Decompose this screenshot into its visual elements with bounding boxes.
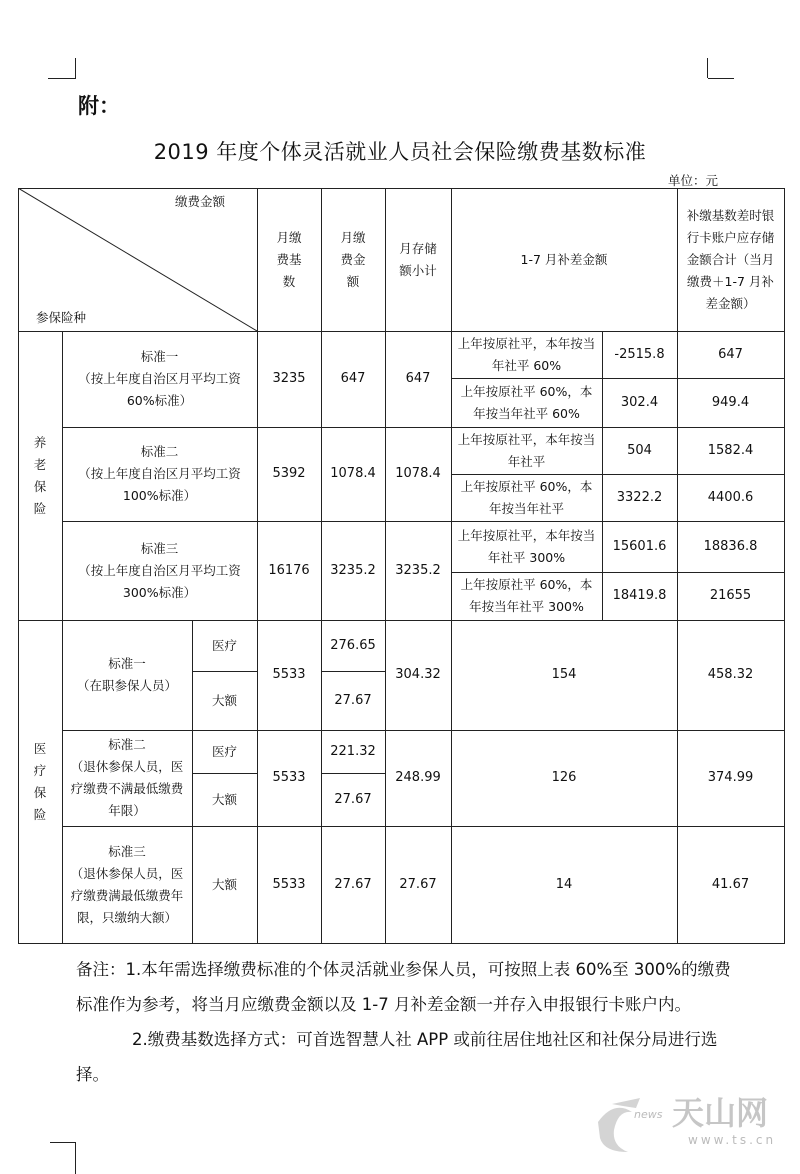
pension-standard-3 [62, 521, 257, 620]
pension-supplement-diff: 18419.8 [612, 588, 667, 603]
medical-standard-3 [62, 826, 192, 943]
pension-total: 647 [718, 346, 743, 362]
medical-standard-1 [62, 620, 192, 730]
table-rule [385, 188, 386, 944]
pension-standard-1 [62, 331, 257, 427]
table-rule [451, 474, 785, 475]
table-rule [192, 671, 258, 672]
medical-item-amount: 27.67 [334, 692, 372, 708]
pension-total: 21655 [709, 588, 752, 603]
table-rule [321, 188, 322, 944]
pension-total: 18836.8 [703, 538, 758, 554]
header-monthly-amount: 月缴费金额 [340, 229, 366, 289]
watermark-url: www.ts.cn [688, 1133, 777, 1147]
pension-supplement-diff: -2515.8 [614, 346, 665, 362]
standard-desc: （在职参保人员） [76, 678, 177, 693]
pension-amount: 647 [340, 371, 366, 386]
standard-desc: （退休参保人员，医疗缴费不满最低缴费年限） [70, 759, 184, 818]
crop-mark-top-right-v [707, 58, 708, 78]
header-monthly-subtotal: 月存储额小计 [399, 240, 437, 278]
pension-supplement-label: 上年按原社平，本年按当年社平 [457, 431, 596, 469]
medical-item-amount: 276.65 [330, 637, 376, 653]
medical-item-type: 医疗 [211, 637, 237, 653]
standard-desc: （按上年度自治区月平均工资 60%标准） [78, 371, 241, 408]
medical-item-type: 大额 [211, 791, 237, 807]
pension-standard-2 [62, 427, 257, 521]
medical-item-type: 医疗 [211, 743, 237, 759]
pension-supplement-diff: 302.4 [620, 394, 659, 410]
medical-category: 医疗保险 [33, 740, 47, 822]
pension-subtotal: 647 [405, 371, 431, 386]
medical-subtotal: 248.99 [395, 770, 441, 785]
standard-desc: （按上年度自治区月平均工资 300%标准） [78, 562, 241, 600]
medical-supplement: 14 [555, 876, 573, 892]
pension-total: 949.4 [711, 394, 750, 410]
medical-standard-2 [62, 730, 192, 826]
pension-supplement-label: 上年按原社平 60%，本年按当年社平 60% [460, 383, 593, 421]
medical-subtotal: 304.32 [395, 667, 441, 682]
pension-supplement-label: 上年按原社平，本年按当年社平 60% [457, 335, 596, 373]
pension-total: 1582.4 [707, 442, 754, 458]
standard-name: 标准三 [108, 843, 146, 859]
pension-base: 5392 [272, 466, 306, 481]
crop-mark-bottom-left-v [75, 1142, 76, 1174]
medical-item-type: 大额 [211, 692, 237, 708]
medical-supplement: 126 [551, 770, 577, 785]
medical-base: 5533 [272, 667, 306, 682]
table-rule [602, 331, 603, 621]
crop-mark-top-left [48, 78, 76, 79]
pension-subtotal: 3235.2 [395, 562, 441, 578]
medical-supplement: 154 [551, 667, 577, 682]
standard-desc: （退休参保人员，医疗缴费满最低缴费年限，只缴纳大额） [70, 865, 184, 925]
watermark-news: news [634, 1108, 663, 1121]
medical-base: 5533 [272, 770, 306, 785]
table-rule [18, 943, 785, 944]
table-rule [321, 773, 386, 774]
standard-name: 标准二 [140, 444, 179, 459]
standard-name: 标准一 [108, 656, 146, 671]
table-rule [18, 188, 19, 944]
pension-supplement-diff: 15601.6 [612, 538, 667, 554]
table-rule [451, 572, 785, 573]
header-monthly-base: 月缴费基数 [276, 229, 302, 289]
table-rule [784, 188, 785, 944]
table-rule [192, 773, 258, 774]
header-amount-label: 缴费金额 [174, 194, 225, 209]
medical-subtotal: 27.67 [399, 876, 437, 892]
page-title: 2019 年度个体灵活就业人员社会保险缴费基数标准 [153, 140, 647, 164]
pension-supplement-label: 上年按原社平，本年按当年社平 300% [457, 527, 596, 565]
table-rule [18, 620, 785, 621]
watermark-brand: 天山网 [672, 1094, 769, 1132]
header-type-label: 参保险种 [35, 310, 86, 325]
pension-base: 3235 [272, 371, 306, 386]
notes [62, 952, 742, 1092]
pension-total: 4400.6 [707, 489, 754, 505]
crop-mark-top-right [708, 78, 734, 79]
table-rule [677, 188, 678, 944]
crop-mark-bottom-left [50, 1142, 76, 1143]
standard-name: 标准二 [108, 737, 146, 752]
table-rule [62, 331, 63, 944]
table-rule [321, 671, 386, 672]
pension-supplement-label: 上年按原社平 60%，本年按当年社平 300% [460, 577, 593, 614]
header-total: 补缴基数差时银行卡账户应存储金额合计（当月缴费＋1-7 月补差金额） [686, 207, 775, 311]
note-1: 备注：1.本年需选择缴费标准的个体灵活就业参保人员，可按照上表 60%至 300%的缴费标准作为参考，将当月应缴费金额以及 1-7 月补差金额一并存入申报银行卡账户内。 [76, 960, 731, 1014]
pension-amount: 3235.2 [330, 562, 376, 578]
medical-item-type: 大额 [211, 876, 237, 892]
pension-supplement-diff: 504 [627, 442, 652, 458]
pension-category: 养老保险 [33, 434, 47, 516]
medical-total: 374.99 [707, 770, 754, 785]
pension-subtotal: 1078.4 [395, 466, 441, 481]
note-2: 2.缴费基数选择方式：可首选智慧人社 APP 或前往居住地社区和社保分局进行选择。 [76, 1030, 718, 1084]
pension-base: 16176 [268, 562, 310, 578]
medical-total: 41.67 [711, 876, 750, 892]
crop-mark-top-left-v [75, 58, 76, 78]
medical-total: 458.32 [707, 667, 754, 682]
unit-label: 单位：元 [668, 173, 719, 188]
table-rule [192, 620, 193, 944]
standard-name: 标准一 [140, 349, 179, 364]
medical-item-amount: 27.67 [334, 791, 372, 807]
standard-name: 标准三 [140, 540, 179, 556]
medical-item-amount: 221.32 [330, 743, 376, 759]
table-rule [451, 378, 785, 379]
attachment-label: 附： [78, 94, 120, 118]
medical-item-amount: 27.67 [334, 876, 372, 892]
pension-supplement-diff: 3322.2 [616, 489, 663, 505]
table-rule [257, 188, 258, 944]
table-rule [451, 188, 452, 944]
header-supplement: 1-7 月补差金额 [520, 251, 608, 267]
pension-supplement-label: 上年按原社平 60%，本年按当年社平 [460, 478, 593, 516]
tianshan-watermark-logo [592, 1082, 792, 1158]
medical-base: 5533 [272, 876, 306, 892]
pension-amount: 1078.4 [330, 466, 376, 481]
standard-desc: （按上年度自治区月平均工资 100%标准） [78, 466, 241, 503]
